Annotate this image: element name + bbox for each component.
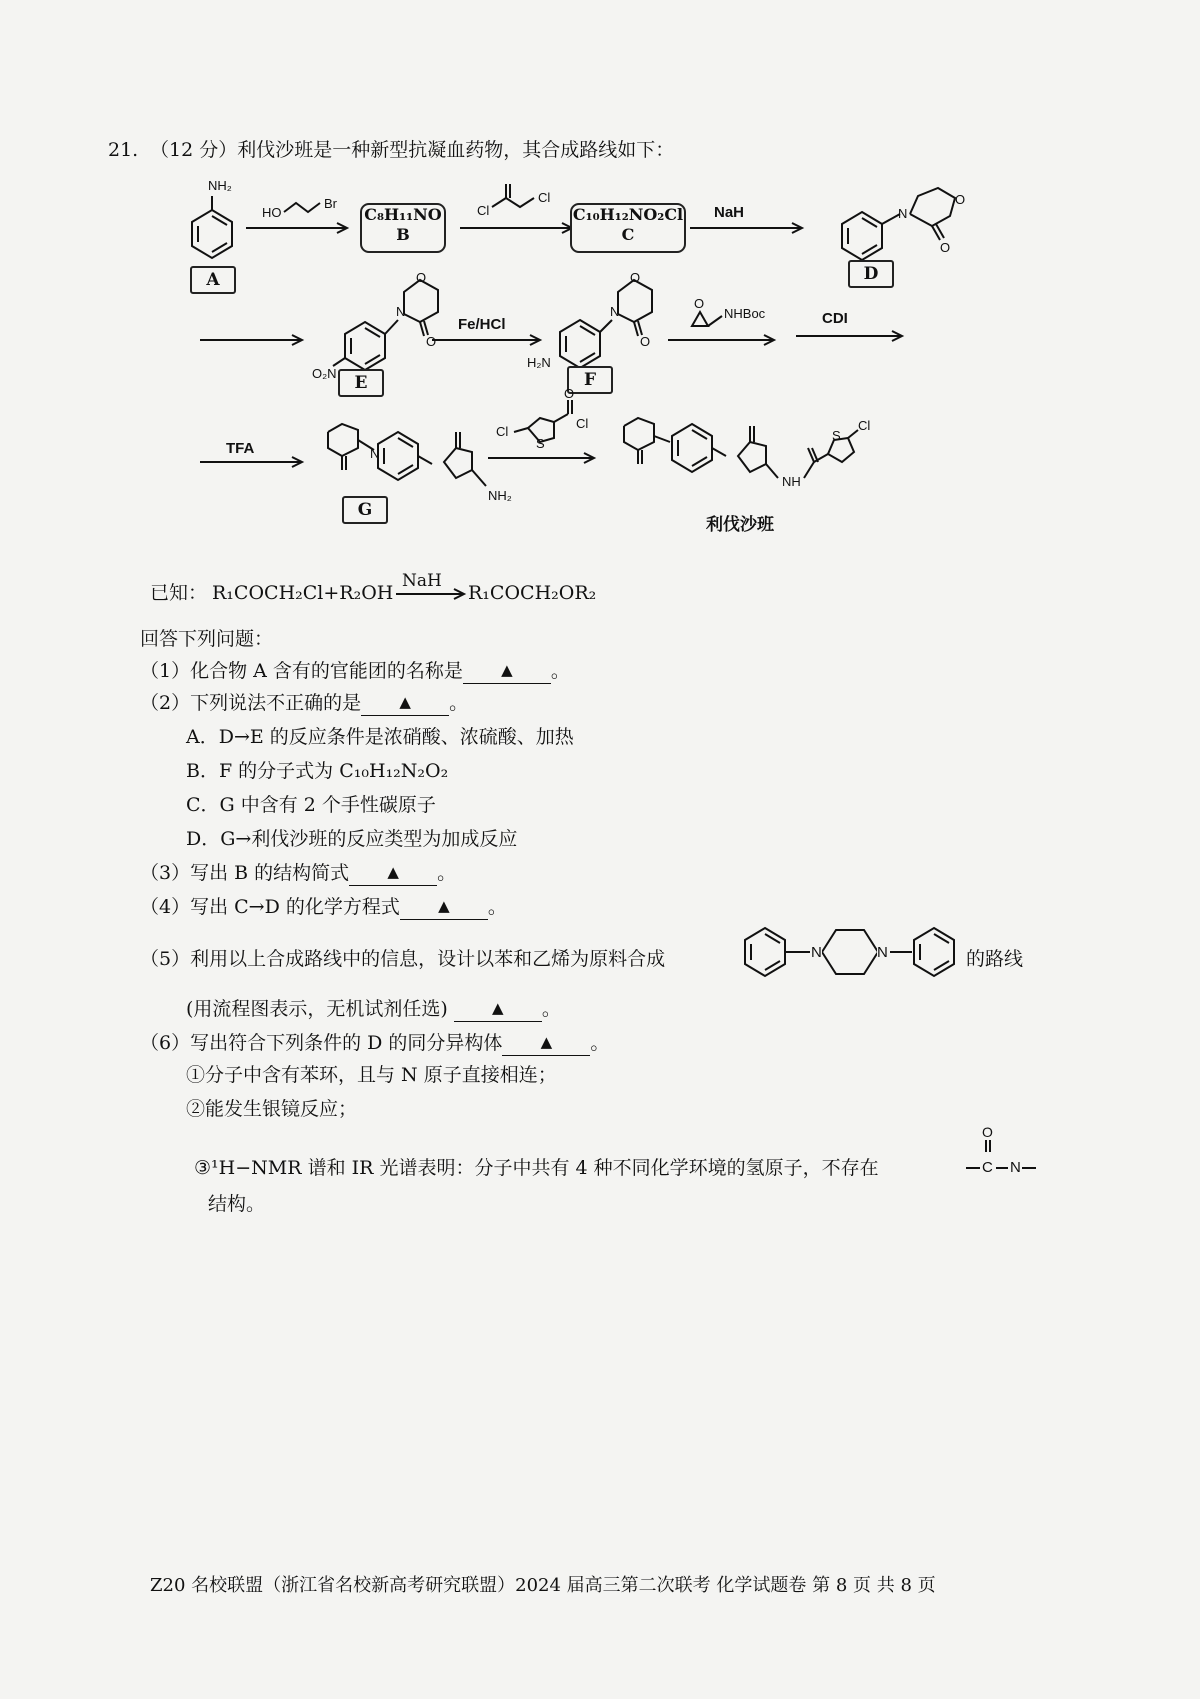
compound-B-label: B <box>396 225 410 244</box>
E-carbonyl-oxygen: O <box>426 334 437 349</box>
q4-blank-mark: ▲ <box>438 897 450 915</box>
reagent1-ho: HO <box>262 205 282 220</box>
E-nitrogen: N <box>396 304 406 319</box>
product-chlorine: Cl <box>858 418 871 433</box>
page-footer: Z20 名校联盟（浙江省名校新高考研究联盟）2024 届高三第二次联考 化学试题卷 第 8 页 共 8 页 <box>150 1575 936 1596</box>
G-amine-group: NH₂ <box>488 488 512 503</box>
reagent5-nhboc: NHBoc <box>724 306 766 321</box>
q2-option-b: B．F 的分子式为 C₁₀H₁₂N₂O₂ <box>186 760 449 782</box>
reagent8-sulfur: S <box>536 436 545 451</box>
reagent2-cl2: Cl <box>538 190 551 205</box>
reagent3-nah: NaH <box>714 204 745 221</box>
E-nitro-group: O₂N <box>312 366 337 381</box>
D-ring-oxygen: O <box>955 192 966 207</box>
q5-n1: N <box>811 944 822 961</box>
q6-condition-2: ②能发生银镜反应； <box>186 1098 358 1120</box>
product-sulfur: S <box>832 428 841 443</box>
reagent8-cl1: Cl <box>496 424 509 439</box>
q6-blank-mark: ▲ <box>540 1033 553 1051</box>
q2-blank-mark: ▲ <box>399 693 411 711</box>
question-number: 21. <box>108 139 139 161</box>
reagent6-cdi: CDI <box>822 310 848 327</box>
label-E: E <box>338 369 384 397</box>
compound-B-formula: C₈H₁₁NO <box>364 205 442 224</box>
known-reactants: R₁COCH₂Cl+R₂OH <box>212 582 394 604</box>
q4-text: （4）写出 C→D 的化学方程式 <box>140 896 400 918</box>
q6-struct-nitrogen: N <box>1010 1159 1021 1176</box>
G-nitrogen: N <box>370 446 380 461</box>
prompt: 回答下列问题： <box>140 628 274 650</box>
q1-end: 。 <box>550 660 570 682</box>
q6-condition-3-end: 结构。 <box>208 1193 266 1215</box>
q1-blank-mark: ▲ <box>501 661 513 679</box>
q2-option-a: A．D→E 的反应条件是浓硝酸、浓硫酸、加热 <box>186 726 574 748</box>
reagent7-tfa: TFA <box>226 440 255 457</box>
reagent1-br: Br <box>324 196 337 211</box>
q6-struct-carbon: C <box>982 1159 993 1176</box>
q5-end: 。 <box>541 998 561 1020</box>
D-nitrogen: N <box>898 206 908 221</box>
q3-text: （3）写出 B 的结构简式 <box>140 862 350 884</box>
known-prefix: 已知： <box>150 582 208 604</box>
q6-text: （6）写出符合下列条件的 D 的同分异构体 <box>140 1032 503 1054</box>
D-carbonyl-oxygen: O <box>940 240 951 255</box>
reagent8-oxygen: O <box>564 386 575 401</box>
q5-text: （5）利用以上合成路线中的信息，设计以苯和乙烯为原料合成 <box>140 948 666 970</box>
q4-end: 。 <box>487 896 507 918</box>
compound-C-formula: C₁₀H₁₂NO₂Cl <box>572 205 684 224</box>
q3-end: 。 <box>437 862 457 884</box>
q2-end: 。 <box>449 692 469 714</box>
q2-option-c: C．G 中含有 2 个手性碳原子 <box>186 794 436 816</box>
label-D: D <box>848 260 894 288</box>
label-A: A <box>190 266 236 294</box>
q5-blank-mark: ▲ <box>492 999 504 1017</box>
known-product: R₁COCH₂OR₂ <box>468 582 597 604</box>
reagent8-cl2: Cl <box>576 416 589 431</box>
epoxide-oxygen: O <box>694 296 705 311</box>
F-nitrogen: N <box>610 304 620 319</box>
reagent4-fe-hcl: Fe/HCl <box>458 316 506 333</box>
q6-condition-1: ①分子中含有苯环，且与 N 原子直接相连； <box>186 1064 557 1086</box>
q5-suffix: 的路线 <box>966 948 1024 970</box>
q6-condition-3: ③¹H−NMR 谱和 IR 光谱表明：分子中共有 4 种不同化学环境的氢原子，不存在 <box>194 1157 879 1179</box>
q2-text: （2）下列说法不正确的是 <box>140 692 362 714</box>
q5-n2: N <box>877 944 888 961</box>
q6-struct-oxygen: O <box>982 1124 993 1140</box>
F-amine-group: H₂N <box>527 355 551 370</box>
product-name: 利伐沙班 <box>706 515 774 535</box>
F-carbonyl-oxygen: O <box>640 334 651 349</box>
label-F: F <box>567 366 613 394</box>
q1-text: （1）化合物 A 含有的官能团的名称是 <box>140 660 463 682</box>
F-ring-oxygen: O <box>630 270 641 285</box>
q5-text2: (用流程图表示，无机试剂任选) <box>186 998 448 1020</box>
A-amine-group: NH₂ <box>208 178 232 193</box>
E-ring-oxygen: O <box>416 270 427 285</box>
question-title: （12 分）利伐沙班是一种新型抗凝血药物，其合成路线如下： <box>150 139 675 161</box>
reagent2-cl1: Cl <box>477 203 490 218</box>
q3-blank-mark: ▲ <box>387 863 399 881</box>
compound-C-label: C <box>621 225 635 244</box>
q6-end: 。 <box>590 1032 610 1054</box>
known-condition: NaH <box>402 571 442 591</box>
product-nh: NH <box>782 474 801 489</box>
q2-option-d: D．G→利伐沙班的反应类型为加成反应 <box>186 828 518 850</box>
label-G: G <box>342 496 388 524</box>
